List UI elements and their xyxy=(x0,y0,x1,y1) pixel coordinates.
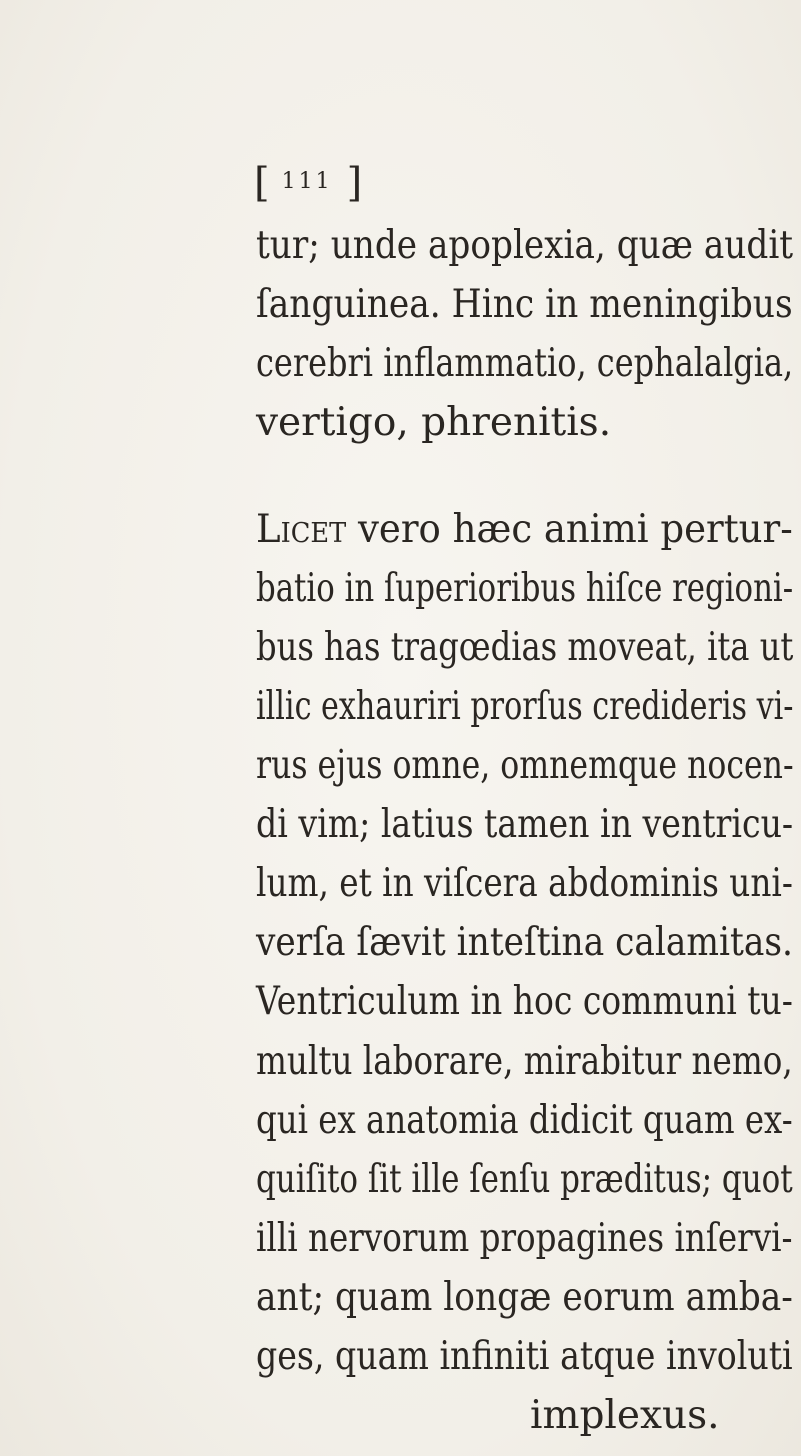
text-line-14: multu laborare, mirabitur nemo, xyxy=(256,1038,793,1084)
text-line-18: ant; quam longæ eorum amba- xyxy=(256,1274,793,1320)
text-line-12: verſa ſævit inteſtina calamitas. xyxy=(256,920,793,966)
paragraph-lead-rest: vero hæc animi pertur- xyxy=(346,506,793,552)
text-line-15: qui ex anatomia didicit quam ex- xyxy=(256,1097,793,1143)
text-line-3: cerebri inflammatio, cephalalgia, xyxy=(256,341,794,387)
left-bracket: [ xyxy=(254,160,272,206)
text-line-19: ges, quam infiniti atque involuti xyxy=(256,1333,793,1379)
text-line-9: rus ejus omne, omnemque nocen- xyxy=(256,743,794,789)
text-line-4: vertigo, phrenitis. xyxy=(256,400,612,446)
text-line-6: batio in ſuperioribus hiſce regioni- xyxy=(256,565,794,611)
text-line-10: di vim; latius tamen in ventricu- xyxy=(256,802,794,848)
text-line-20: implexus. xyxy=(530,1393,720,1438)
text-line-5 xyxy=(256,506,793,554)
text-line-8: illic exhauriri prorſus credideris vi- xyxy=(256,684,794,730)
paragraph-lead-word: Licet xyxy=(256,506,347,552)
text-line-11: lum, et in viſcera abdominis uni- xyxy=(256,861,793,907)
text-line-2: ſanguinea. Hinc in meningibus xyxy=(256,282,793,328)
text-line-7: bus has tragœdias moveat, ita ut xyxy=(256,625,794,671)
text-line-13: Ventriculum in hoc communi tu- xyxy=(256,979,793,1025)
right-bracket: ] xyxy=(346,160,365,206)
text-line-16: quiſito ſit ille ſenſu præditus; quot xyxy=(256,1156,793,1202)
page-number-value: 111 xyxy=(281,169,333,194)
text-line-17: illi nervorum propagines inſervi- xyxy=(256,1215,793,1261)
text-line-1: tur; unde apoplexia, quæ audit xyxy=(256,223,794,268)
